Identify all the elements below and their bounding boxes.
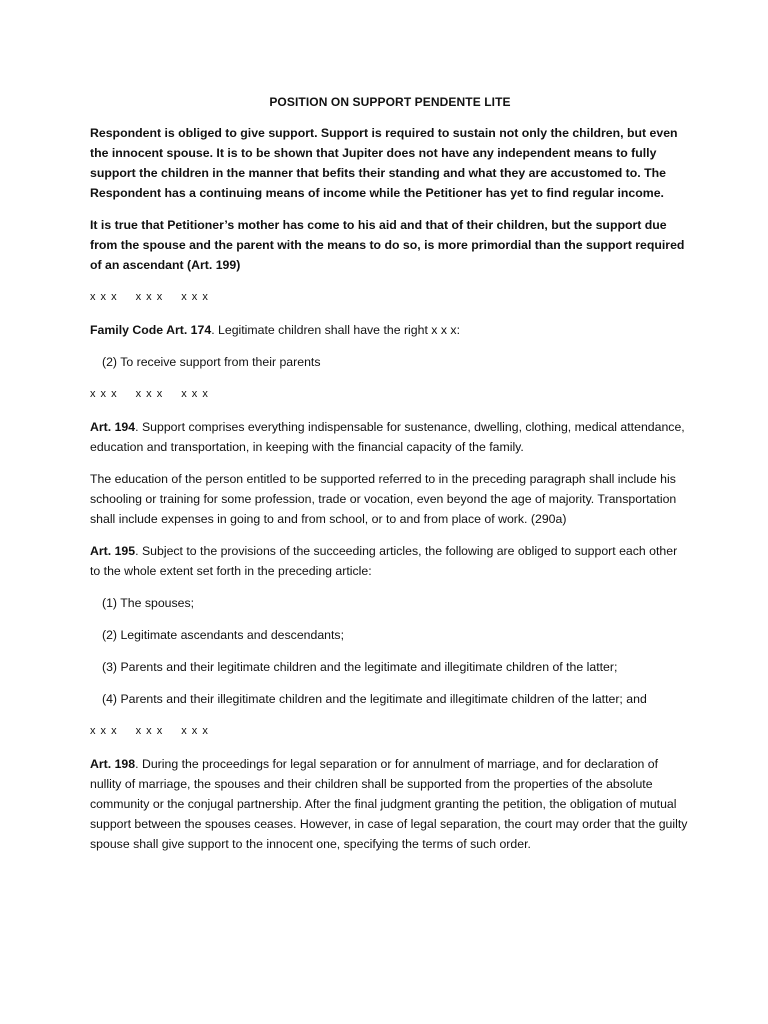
ellipsis-marker bbox=[90, 721, 690, 741]
ellipsis-segment: x x x bbox=[181, 291, 209, 303]
ellipsis-segment: x x x bbox=[90, 388, 118, 400]
article-label: Art. 195 bbox=[90, 544, 136, 558]
article-text: . Support comprises everything indispensable for sustenance, dwelling, clothing, medical attendance, education and transportation, in keeping with the financial capacity of the family. bbox=[90, 420, 685, 454]
art-194 bbox=[90, 417, 690, 457]
art-195-item-2: (2) Legitimate ascendants and descendants; bbox=[102, 628, 344, 642]
ellipsis-segment: x x x bbox=[90, 725, 118, 737]
article-label: Art. 198 bbox=[90, 757, 136, 771]
art-195-item-3: (3) Parents and their legitimate children and the legitimate and illegitimate children of the latter; bbox=[102, 660, 618, 674]
paragraph-respondent-obliged: Respondent is obliged to give support. Support is required to sustain not only the children, but even the innocent spouse. It is to be shown that Jupiter does not have any independent means to fully support the children in the manner that befits their standing and what they are accustomed to. The Respondent has a continuing means of income while the Petitioner has yet to find regular income. bbox=[90, 126, 678, 200]
document-page bbox=[90, 92, 690, 866]
ellipsis-marker bbox=[90, 384, 690, 404]
document-title: POSITION ON SUPPORT PENDENTE LITE bbox=[269, 95, 511, 109]
article-label: Family Code Art. 174 bbox=[90, 323, 212, 337]
ellipsis-segment: x x x bbox=[181, 725, 209, 737]
paragraph-petitioner-mother: It is true that Petitioner’s mother has come to his aid and that of their children, but the support due from the spouse and the parent with the means to do so, is more primordial than the support required of an ascendant (Art. 199) bbox=[90, 218, 685, 272]
article-text: . Subject to the provisions of the succeeding articles, the following are obliged to support each other to the whole extent set forth in the preceding article: bbox=[90, 544, 678, 578]
art-195 bbox=[90, 541, 690, 581]
ellipsis-segment: x x x bbox=[135, 725, 164, 737]
article-label: Art. 194 bbox=[90, 420, 136, 434]
art-195-item-4: (4) Parents and their illegitimate children and the legitimate and illegitimate children of the latter; and bbox=[102, 692, 647, 706]
ellipsis-segment: x x x bbox=[135, 291, 164, 303]
art-194-paragraph-2: The education of the person entitled to be supported referred to in the preceding paragraph shall include his schooling or training for some profession, trade or vocation, even beyond the age of majority. Transportation shall include expenses in going to and from school, or to and from place of work. (290a) bbox=[90, 472, 677, 526]
article-text: . Legitimate children shall have the right x x x: bbox=[211, 323, 460, 337]
ellipsis-segment: x x x bbox=[90, 291, 118, 303]
ellipsis-segment: x x x bbox=[181, 388, 209, 400]
ellipsis-marker bbox=[90, 287, 690, 307]
art-198 bbox=[90, 754, 690, 854]
art-195-item-1: (1) The spouses; bbox=[102, 596, 195, 610]
family-code-art-174 bbox=[90, 320, 690, 340]
art-174-item-2: (2) To receive support from their parents bbox=[102, 355, 321, 369]
article-text: . During the proceedings for legal separation or for annulment of marriage, and for declaration of nullity of marriage, the spouses and their children shall be supported from the properties of the absolute community or the conjugal partnership. After the final judgment granting the petition, the obligation of mutual support between the spouses ceases. However, in case of legal separation, the court may order that the guilty spouse shall give support to the innocent one, specifying the terms of such order. bbox=[90, 757, 688, 851]
ellipsis-segment: x x x bbox=[135, 388, 164, 400]
